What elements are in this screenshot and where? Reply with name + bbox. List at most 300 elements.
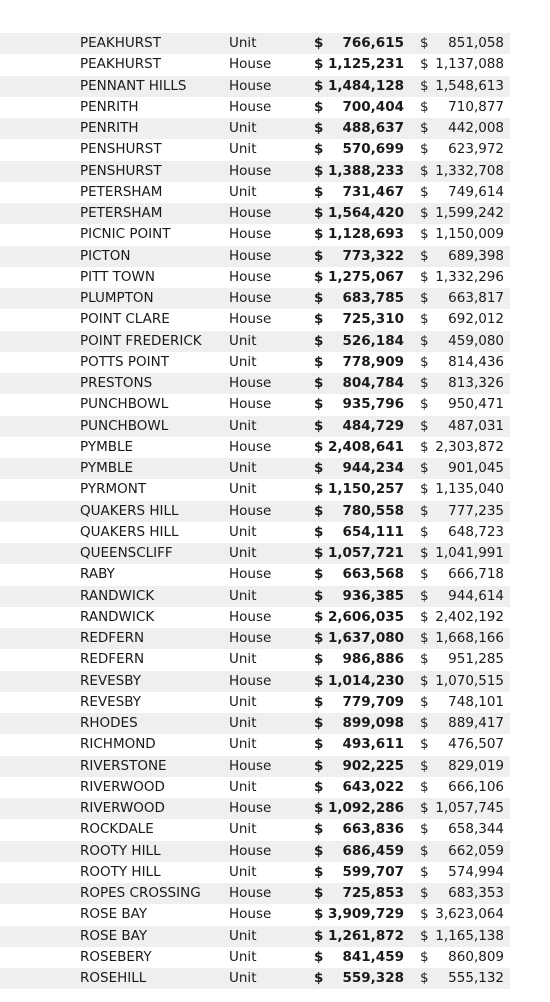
price-cell: 936,385 [342, 587, 404, 604]
currency-symbol: $ [314, 375, 324, 391]
table-row [0, 246, 510, 267]
property-type-cell: House [229, 885, 272, 901]
suburb-cell: RICHMOND [80, 736, 156, 753]
currency-symbol: $ [314, 77, 324, 94]
price-cell: 1,150,257 [327, 481, 404, 498]
price-cell: 1,125,231 [327, 56, 404, 73]
currency-symbol: $ [314, 842, 324, 859]
price-cell: 1,388,233 [327, 162, 404, 179]
price-cell: 2,408,641 [327, 438, 404, 455]
currency-symbol: $ [314, 353, 324, 370]
currency-symbol: $ [420, 523, 429, 540]
property-type-cell: House [229, 906, 272, 923]
median-price-cell: 749,614 [448, 183, 504, 200]
suburb-cell: ROSE BAY [80, 906, 148, 923]
property-type-cell: Unit [229, 821, 257, 838]
suburb-cell: PETERSHAM [80, 205, 163, 221]
median-price-cell: 3,623,064 [435, 906, 504, 923]
currency-symbol: $ [314, 460, 324, 476]
suburb-cell: PENNANT HILLS [80, 77, 187, 94]
currency-symbol: $ [420, 35, 429, 51]
table-row [0, 437, 510, 458]
property-type-cell: House [229, 311, 272, 328]
median-price-cell: 666,106 [448, 778, 504, 795]
price-cell: 526,184 [342, 332, 404, 349]
currency-symbol: $ [420, 290, 429, 306]
property-type-cell: House [229, 226, 272, 243]
currency-symbol: $ [314, 587, 324, 604]
currency-symbol: $ [314, 332, 324, 349]
median-price-cell: 1,137,088 [435, 56, 504, 73]
property-type-cell: House [229, 56, 272, 73]
price-cell: 841,459 [342, 948, 404, 965]
currency-symbol: $ [420, 417, 429, 434]
property-type-cell: Unit [229, 651, 257, 668]
table-row [0, 671, 510, 692]
table-row [0, 203, 510, 224]
currency-symbol: $ [314, 205, 324, 221]
price-cell: 654,111 [342, 523, 404, 540]
currency-symbol: $ [314, 35, 324, 51]
table-row [0, 819, 510, 840]
table-row [0, 926, 510, 947]
currency-symbol: $ [314, 885, 324, 901]
table-row [0, 543, 510, 564]
median-price-cell: 689,398 [448, 247, 504, 264]
median-price-cell: 1,057,745 [435, 800, 504, 816]
median-price-cell: 2,402,192 [435, 608, 504, 625]
median-price-cell: 944,614 [448, 587, 504, 604]
median-price-cell: 662,059 [448, 842, 504, 859]
price-cell: 1,637,080 [327, 630, 404, 646]
currency-symbol: $ [314, 162, 324, 179]
median-price-cell: 1,165,138 [435, 927, 504, 944]
currency-symbol: $ [420, 821, 429, 838]
table-row [0, 862, 510, 883]
currency-symbol: $ [314, 268, 324, 285]
median-price-cell: 663,817 [448, 290, 504, 306]
price-cell: 493,611 [342, 736, 404, 753]
median-price-cell: 950,471 [448, 396, 504, 413]
property-type-cell: Unit [229, 948, 257, 965]
property-type-cell: Unit [229, 353, 257, 370]
suburb-cell: QUAKERS HILL [80, 523, 179, 540]
suburb-cell: RIVERSTONE [80, 757, 167, 774]
table-row [0, 501, 510, 522]
currency-symbol: $ [420, 56, 429, 73]
table-row [0, 798, 510, 819]
price-cell: 1,564,420 [327, 205, 404, 221]
price-cell: 663,568 [342, 566, 404, 583]
currency-symbol: $ [420, 566, 429, 583]
currency-symbol: $ [420, 863, 429, 880]
price-cell: 731,467 [342, 183, 404, 200]
table-row [0, 947, 510, 968]
median-price-cell: 555,132 [448, 970, 504, 986]
currency-symbol: $ [420, 268, 429, 285]
median-price-cell: 1,150,009 [435, 226, 504, 243]
table-row [0, 33, 510, 54]
price-cell: 559,328 [342, 970, 404, 986]
table-row [0, 649, 510, 670]
suburb-cell: PENSHURST [80, 162, 162, 179]
property-type-cell: House [229, 842, 272, 859]
currency-symbol: $ [314, 608, 324, 625]
table-row [0, 756, 510, 777]
currency-symbol: $ [420, 205, 429, 221]
table-row [0, 139, 510, 160]
price-cell: 986,886 [342, 651, 404, 668]
median-price-cell: 748,101 [448, 693, 504, 710]
median-price-cell: 1,332,296 [435, 268, 504, 285]
median-price-cell: 1,135,040 [435, 481, 504, 498]
currency-symbol: $ [420, 481, 429, 498]
table-row [0, 267, 510, 288]
median-price-cell: 1,599,242 [435, 205, 504, 221]
currency-symbol: $ [314, 736, 324, 753]
property-type-cell: Unit [229, 693, 257, 710]
suburb-cell: ROSEBERY [80, 948, 152, 965]
median-price-cell: 623,972 [448, 141, 504, 158]
currency-symbol: $ [314, 523, 324, 540]
currency-symbol: $ [314, 56, 324, 73]
currency-symbol: $ [420, 120, 429, 136]
median-price-cell: 648,723 [448, 523, 504, 540]
median-price-cell: 666,718 [448, 566, 504, 583]
suburb-cell: PUNCHBOWL [80, 396, 169, 413]
currency-symbol: $ [420, 672, 429, 689]
price-cell: 780,558 [342, 502, 404, 519]
property-type-cell: Unit [229, 927, 257, 944]
suburb-cell: PEAKHURST [80, 35, 161, 51]
property-type-cell: House [229, 98, 272, 115]
currency-symbol: $ [314, 757, 324, 774]
property-type-cell: House [229, 566, 272, 583]
price-cell: 663,836 [342, 821, 404, 838]
price-cell: 1,092,286 [327, 800, 404, 816]
suburb-cell: PENRITH [80, 98, 139, 115]
currency-symbol: $ [420, 651, 429, 668]
price-cell: 643,022 [342, 778, 404, 795]
median-price-cell: 692,012 [448, 311, 504, 328]
currency-symbol: $ [420, 715, 429, 731]
currency-symbol: $ [420, 502, 429, 519]
suburb-cell: PITT TOWN [80, 268, 155, 285]
suburb-cell: ROCKDALE [80, 821, 154, 838]
property-type-cell: Unit [229, 481, 257, 498]
suburb-cell: REDFERN [80, 651, 145, 668]
property-type-cell: Unit [229, 778, 257, 795]
property-type-cell: House [229, 375, 272, 391]
table-row [0, 586, 510, 607]
currency-symbol: $ [314, 672, 324, 689]
table-row [0, 394, 510, 415]
median-price-cell: 860,809 [448, 948, 504, 965]
currency-symbol: $ [420, 778, 429, 795]
median-price-cell: 889,417 [448, 715, 504, 731]
suburb-cell: PETERSHAM [80, 183, 163, 200]
property-type-cell: Unit [229, 545, 257, 561]
suburb-cell: PENRITH [80, 120, 139, 136]
median-price-cell: 1,668,166 [435, 630, 504, 646]
property-type-cell: Unit [229, 120, 257, 136]
property-type-cell: Unit [229, 715, 257, 731]
currency-symbol: $ [420, 162, 429, 179]
currency-symbol: $ [420, 396, 429, 413]
currency-symbol: $ [314, 970, 324, 986]
table-row [0, 97, 510, 118]
currency-symbol: $ [420, 736, 429, 753]
property-type-cell: Unit [229, 523, 257, 540]
table-row [0, 224, 510, 245]
table-row [0, 479, 510, 500]
currency-symbol: $ [420, 332, 429, 349]
median-price-cell: 829,019 [448, 757, 504, 774]
currency-symbol: $ [420, 842, 429, 859]
suburb-cell: ROPES CROSSING [80, 885, 201, 901]
currency-symbol: $ [420, 375, 429, 391]
price-cell: 484,729 [342, 417, 404, 434]
median-price-cell: 459,080 [448, 332, 504, 349]
currency-symbol: $ [420, 757, 429, 774]
currency-symbol: $ [420, 906, 429, 923]
suburb-cell: RABY [80, 566, 115, 583]
currency-symbol: $ [314, 247, 324, 264]
property-type-cell: House [229, 162, 272, 179]
price-cell: 725,310 [342, 311, 404, 328]
property-type-cell: Unit [229, 332, 257, 349]
table-row [0, 841, 510, 862]
currency-symbol: $ [420, 608, 429, 625]
property-type-cell: Unit [229, 970, 257, 986]
suburb-cell: PYRMONT [80, 481, 147, 498]
currency-symbol: $ [420, 948, 429, 965]
currency-symbol: $ [314, 481, 324, 498]
median-price-cell: 777,235 [448, 502, 504, 519]
currency-symbol: $ [420, 460, 429, 476]
currency-symbol: $ [314, 502, 324, 519]
property-type-cell: House [229, 608, 272, 625]
table-row [0, 883, 510, 904]
property-type-cell: House [229, 205, 272, 221]
median-price-cell: 813,326 [448, 375, 504, 391]
suburb-cell: ROSEHILL [80, 970, 147, 986]
table-row [0, 777, 510, 798]
suburb-cell: PRESTONS [80, 375, 153, 391]
property-type-cell: Unit [229, 587, 257, 604]
table-row [0, 309, 510, 330]
price-cell: 944,234 [342, 460, 404, 476]
suburb-cell: POTTS POINT [80, 353, 169, 370]
currency-symbol: $ [420, 311, 429, 328]
currency-symbol: $ [314, 545, 324, 561]
table-row [0, 288, 510, 309]
suburb-cell: REDFERN [80, 630, 145, 646]
price-cell: 599,707 [342, 863, 404, 880]
price-cell: 3,909,729 [327, 906, 404, 923]
price-cell: 1,261,872 [327, 927, 404, 944]
currency-symbol: $ [314, 651, 324, 668]
suburb-cell: PYMBLE [80, 460, 134, 476]
currency-symbol: $ [420, 353, 429, 370]
suburb-cell: PICNIC POINT [80, 226, 171, 243]
property-type-cell: House [229, 438, 272, 455]
suburb-cell: ROSE BAY [80, 927, 148, 944]
currency-symbol: $ [314, 311, 324, 328]
currency-symbol: $ [420, 247, 429, 264]
currency-symbol: $ [314, 863, 324, 880]
currency-symbol: $ [314, 396, 324, 413]
currency-symbol: $ [314, 927, 324, 944]
median-price-cell: 814,436 [448, 353, 504, 370]
suburb-cell: RHODES [80, 715, 138, 731]
property-type-cell: House [229, 396, 272, 413]
table-row [0, 76, 510, 97]
median-price-cell: 901,045 [448, 460, 504, 476]
suburb-cell: PYMBLE [80, 438, 134, 455]
suburb-cell: PICTON [80, 247, 131, 264]
table-row [0, 182, 510, 203]
table-row [0, 522, 510, 543]
currency-symbol: $ [420, 77, 429, 94]
currency-symbol: $ [420, 438, 429, 455]
suburb-cell: PUNCHBOWL [80, 417, 169, 434]
property-type-cell: Unit [229, 417, 257, 434]
table-row [0, 331, 510, 352]
suburb-cell: QUAKERS HILL [80, 502, 179, 519]
currency-symbol: $ [314, 778, 324, 795]
price-cell: 1,057,721 [327, 545, 404, 561]
currency-symbol: $ [420, 693, 429, 710]
median-price-cell: 1,070,515 [435, 672, 504, 689]
suburb-cell: RANDWICK [80, 587, 155, 604]
currency-symbol: $ [314, 141, 324, 158]
property-type-cell: Unit [229, 141, 257, 158]
property-type-cell: House [229, 268, 272, 285]
suburb-cell: QUEENSCLIFF [80, 545, 173, 561]
currency-symbol: $ [420, 927, 429, 944]
median-price-cell: 710,877 [448, 98, 504, 115]
suburb-cell: REVESBY [80, 672, 142, 689]
price-cell: 778,909 [342, 353, 404, 370]
currency-symbol: $ [314, 630, 324, 646]
suburb-cell: ROOTY HILL [80, 863, 161, 880]
price-cell: 1,484,128 [327, 77, 404, 94]
property-type-cell: Unit [229, 736, 257, 753]
table-row [0, 54, 510, 75]
currency-symbol: $ [420, 970, 429, 986]
currency-symbol: $ [314, 566, 324, 583]
table-row [0, 734, 510, 755]
currency-symbol: $ [420, 141, 429, 158]
price-cell: 935,796 [342, 396, 404, 413]
currency-symbol: $ [314, 715, 324, 731]
price-cell: 766,615 [342, 35, 404, 51]
median-price-cell: 2,303,872 [435, 438, 504, 455]
suburb-cell: RANDWICK [80, 608, 155, 625]
property-type-cell: House [229, 290, 272, 306]
table-row [0, 373, 510, 394]
price-cell: 686,459 [342, 842, 404, 859]
price-cell: 1,014,230 [327, 672, 404, 689]
property-price-table [0, 33, 510, 989]
price-cell: 804,784 [342, 375, 404, 391]
table-row [0, 692, 510, 713]
currency-symbol: $ [314, 693, 324, 710]
suburb-cell: PLUMPTON [80, 290, 154, 306]
table-row [0, 458, 510, 479]
suburb-cell: ROOTY HILL [80, 842, 161, 859]
median-price-cell: 658,344 [448, 821, 504, 838]
property-type-cell: House [229, 502, 272, 519]
currency-symbol: $ [420, 98, 429, 115]
table-row [0, 904, 510, 925]
property-type-cell: Unit [229, 183, 257, 200]
price-cell: 1,128,693 [327, 226, 404, 243]
median-price-cell: 442,008 [448, 120, 504, 136]
currency-symbol: $ [314, 120, 324, 136]
table-row [0, 607, 510, 628]
property-type-cell: House [229, 77, 272, 94]
currency-symbol: $ [314, 183, 324, 200]
median-price-cell: 487,031 [448, 417, 504, 434]
property-type-cell: House [229, 247, 272, 264]
price-cell: 683,785 [342, 290, 404, 306]
currency-symbol: $ [420, 545, 429, 561]
currency-symbol: $ [314, 290, 324, 306]
currency-symbol: $ [314, 226, 324, 243]
currency-symbol: $ [314, 800, 324, 816]
currency-symbol: $ [314, 438, 324, 455]
currency-symbol: $ [314, 821, 324, 838]
table-row [0, 564, 510, 585]
suburb-cell: PEAKHURST [80, 56, 161, 73]
median-price-cell: 1,332,708 [435, 162, 504, 179]
price-cell: 488,637 [342, 120, 404, 136]
price-cell: 902,225 [342, 757, 404, 774]
price-cell: 773,322 [342, 247, 404, 264]
property-type-cell: House [229, 672, 272, 689]
currency-symbol: $ [314, 906, 324, 923]
currency-symbol: $ [314, 948, 324, 965]
currency-symbol: $ [420, 226, 429, 243]
currency-symbol: $ [420, 800, 429, 816]
price-cell: 899,098 [342, 715, 404, 731]
median-price-cell: 683,353 [448, 885, 504, 901]
median-price-cell: 1,041,991 [435, 545, 504, 561]
table-row [0, 118, 510, 139]
property-type-cell: House [229, 800, 272, 816]
currency-symbol: $ [314, 417, 324, 434]
price-cell: 779,709 [342, 693, 404, 710]
currency-symbol: $ [420, 630, 429, 646]
table-row [0, 968, 510, 989]
currency-symbol: $ [314, 98, 324, 115]
median-price-cell: 1,548,613 [435, 77, 504, 94]
suburb-cell: POINT CLARE [80, 311, 170, 328]
suburb-cell: PENSHURST [80, 141, 162, 158]
price-cell: 1,275,067 [327, 268, 404, 285]
median-price-cell: 951,285 [448, 651, 504, 668]
property-type-cell: Unit [229, 863, 257, 880]
suburb-cell: RIVERWOOD [80, 778, 165, 795]
table-row [0, 161, 510, 182]
table-row [0, 713, 510, 734]
price-cell: 725,853 [342, 885, 404, 901]
property-type-cell: Unit [229, 35, 257, 51]
median-price-cell: 574,994 [448, 863, 504, 880]
suburb-cell: REVESBY [80, 693, 142, 710]
